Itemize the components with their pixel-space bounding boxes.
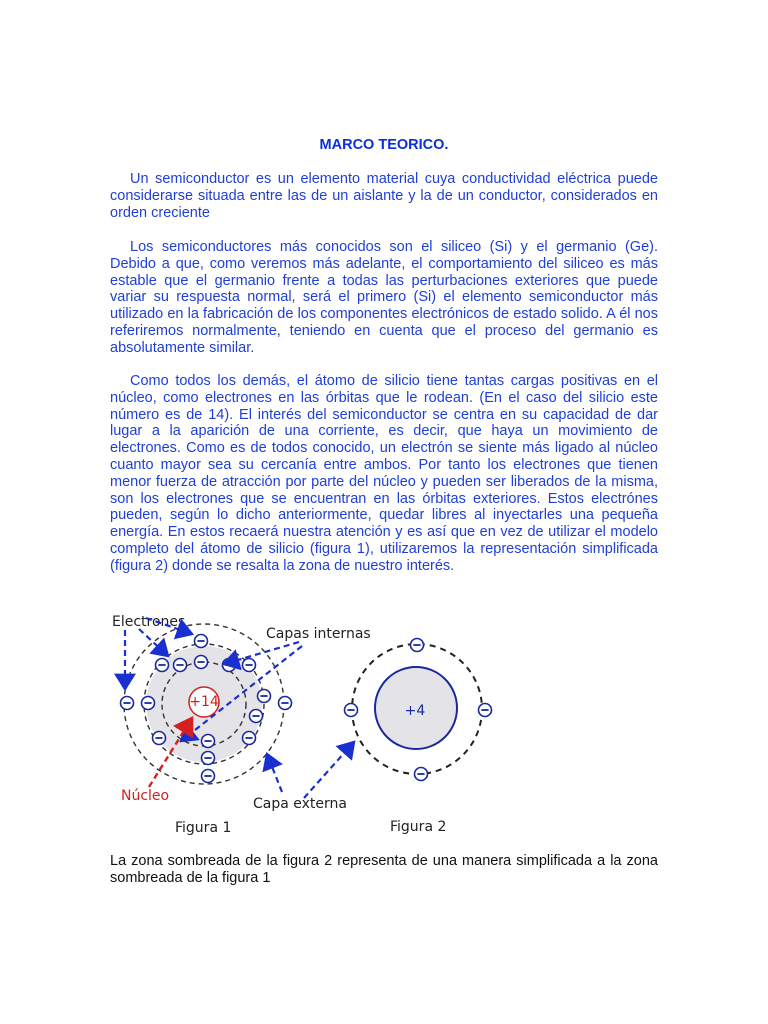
label-capas-internas: Capas internas <box>266 626 371 642</box>
label-figura-2: Figura 2 <box>390 819 447 835</box>
paragraph-1: Un semiconductor es un elemento material cuya conductividad eléctrica puede considerarse situada entre las de un aislante y la de un conductor, considerados en orden creciente <box>110 171 658 221</box>
electron-icon <box>243 659 256 672</box>
electron-icon <box>195 656 208 669</box>
atom-figure <box>104 604 504 840</box>
electron-icon <box>250 710 263 723</box>
electron-icon <box>121 697 134 710</box>
electron-icon <box>223 659 236 672</box>
electron-icon <box>243 732 256 745</box>
electron-icon <box>202 735 215 748</box>
label-electrones: Electrones <box>112 614 186 630</box>
label-figura-1: Figura 1 <box>175 820 232 836</box>
label-nucleo: Núcleo <box>121 788 170 804</box>
figure-1-atom <box>112 614 371 836</box>
electron-icon <box>174 659 187 672</box>
electron-icon <box>479 704 492 717</box>
electron-icon <box>415 768 428 781</box>
capa-externa-arrow <box>304 742 354 798</box>
nucleus-charge-fig1: +14 <box>189 694 219 710</box>
figure-caption: La zona sombreada de la figura 2 representa de una manera simplificada a la zona sombreada de la figura 1 <box>110 853 658 886</box>
electron-icon <box>202 770 215 783</box>
label-capa-externa: Capa externa <box>253 796 347 812</box>
paragraph-3: Como todos los demás, el átomo de silicio tiene tantas cargas positivas en el núcleo, como electrones en las órbitas que le rodean. (En el caso del silicio este número es de 14). El interés del semiconductor se centra en su capacidad de dar lugar a la aparición de una corriente, es decir, que haya un movimiento de electrones. Como es de todos conocido, un electrón se siente más ligado al núcleo cuanto mayor sea su cercanía entre ambos. Por tanto los electrones que tienen menor fuerza de atracción por parte del núcleo y pueden ser liberados de la misma, son los electrones que se encuentran en las órbitas exteriores. Estos electrónes pueden, según lo dicho anteriormente, quedar libres al inyectarles una pequeña energía. En estos recaerá nuestra atención y es así que en vez de utilizar el modelo completo del átomo de silicio (figura 1), utilizaremos la representación simplificada (figura 2) donde se resalta la zona de nuestro interés. <box>110 373 658 574</box>
electron-icon <box>258 690 271 703</box>
electron-icon <box>202 752 215 765</box>
electron-icon <box>279 697 292 710</box>
nucleus-charge-fig2: +4 <box>404 703 426 719</box>
electron-icon <box>153 732 166 745</box>
electron-icon <box>345 704 358 717</box>
electron-icon <box>195 635 208 648</box>
atom-diagram-svg <box>104 604 504 840</box>
electron-icon <box>156 659 169 672</box>
paragraph-2: Los semiconductores más conocidos son el siliceo (Si) y el germanio (Ge). Debido a que, como veremos más adelante, el comportamiento del siliceo es más estable que el germanio frente a todas las perturbaciones exteriores que puede variar su respuesta normal, será el primero (Si) el elemento semiconductor más utilizado en la fabricación de los componentes electrónicos de estado solido. A él nos referiremos normalmente, teniendo en cuenta que el proceso del germanio es absolutamente similar. <box>110 239 658 356</box>
electron-icon <box>411 639 424 652</box>
electron-icon <box>142 697 155 710</box>
page-title: MARCO TEORICO. <box>319 137 449 153</box>
